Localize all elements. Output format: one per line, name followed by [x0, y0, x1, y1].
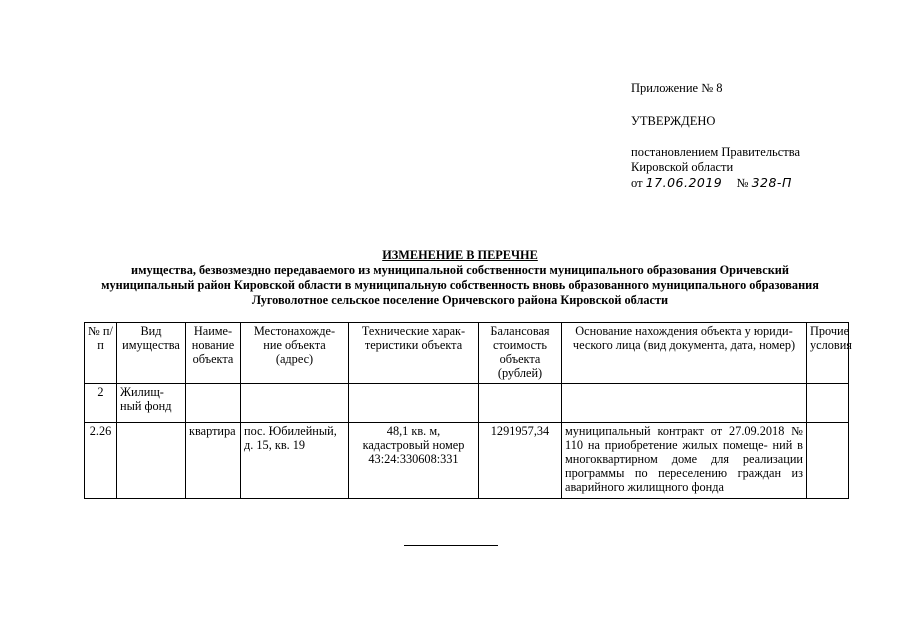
- empty-cell: [807, 384, 849, 423]
- title-line-3: муниципальный район Кировской области в муниципальную собственность вновь образованного муниципального образования: [101, 278, 819, 292]
- number-prefix: №: [736, 176, 749, 190]
- section-type: Жилищ- ный фонд: [117, 384, 186, 423]
- resolution-line-2: Кировской области: [631, 160, 734, 174]
- section-row: [85, 384, 849, 423]
- header-location: Местонахожде- ние объекта (адрес): [241, 323, 349, 384]
- table-header-row: [85, 323, 849, 384]
- row-num: 2.26: [85, 423, 117, 499]
- date-prefix: от: [631, 176, 643, 190]
- section-num: 2: [85, 384, 117, 423]
- header-type: Вид имущества: [117, 323, 186, 384]
- empty-cell: [562, 384, 807, 423]
- row-type: [117, 423, 186, 499]
- property-table: [84, 322, 852, 499]
- header-name: Наиме- нование объекта: [186, 323, 241, 384]
- resolution-line-1: постановлением Правительства: [631, 145, 801, 159]
- empty-cell: [241, 384, 349, 423]
- approved-label: УТВЕРЖДЕНО: [631, 114, 716, 128]
- header-basis: Основание нахождения объекта у юриди- ческого лица (вид документа, дата, номер): [562, 323, 807, 384]
- handwritten-date: 17.06.2019: [645, 175, 723, 190]
- appendix-label: Приложение № 8: [631, 81, 723, 95]
- row-basis: муниципальный контракт от 27.09.2018 № 110 на приобретение жилых помеще- ний в многоквартирном доме для реализации программы по переселению граждан из аварийного жилищного фонда: [562, 423, 807, 499]
- handwritten-number: 328-П: [751, 175, 792, 190]
- header-cost: Балансовая стоимость объекта (рублей): [479, 323, 562, 384]
- title-line-1: ИЗМЕНЕНИЕ В ПЕРЕЧНЕ: [382, 248, 538, 262]
- header-num: № п/п: [85, 323, 117, 384]
- document-title: [80, 248, 840, 308]
- row-name: квартира: [186, 423, 241, 499]
- empty-cell: [186, 384, 241, 423]
- table-row: [85, 423, 849, 499]
- resolution-date-line: [631, 175, 800, 191]
- title-line-4: Луговолотное сельское поселение Оричевского района Кировской области: [251, 293, 669, 307]
- end-separator-line: [404, 545, 498, 546]
- header-other: Прочие условия: [807, 323, 849, 384]
- header-tech: Технические харак- теристики объекта: [349, 323, 479, 384]
- row-other: [807, 423, 849, 499]
- approval-block: [631, 81, 800, 191]
- empty-cell: [349, 384, 479, 423]
- row-tech: 48,1 кв. м, кадастровый номер 43:24:330608:331: [349, 423, 479, 499]
- title-line-2: имущества, безвозмездно передаваемого из муниципальной собственности муниципального образования Оричевский: [131, 263, 789, 277]
- empty-cell: [479, 384, 562, 423]
- row-cost: 1291957,34: [479, 423, 562, 499]
- row-location: пос. Юбилейный, д. 15, кв. 19: [241, 423, 349, 499]
